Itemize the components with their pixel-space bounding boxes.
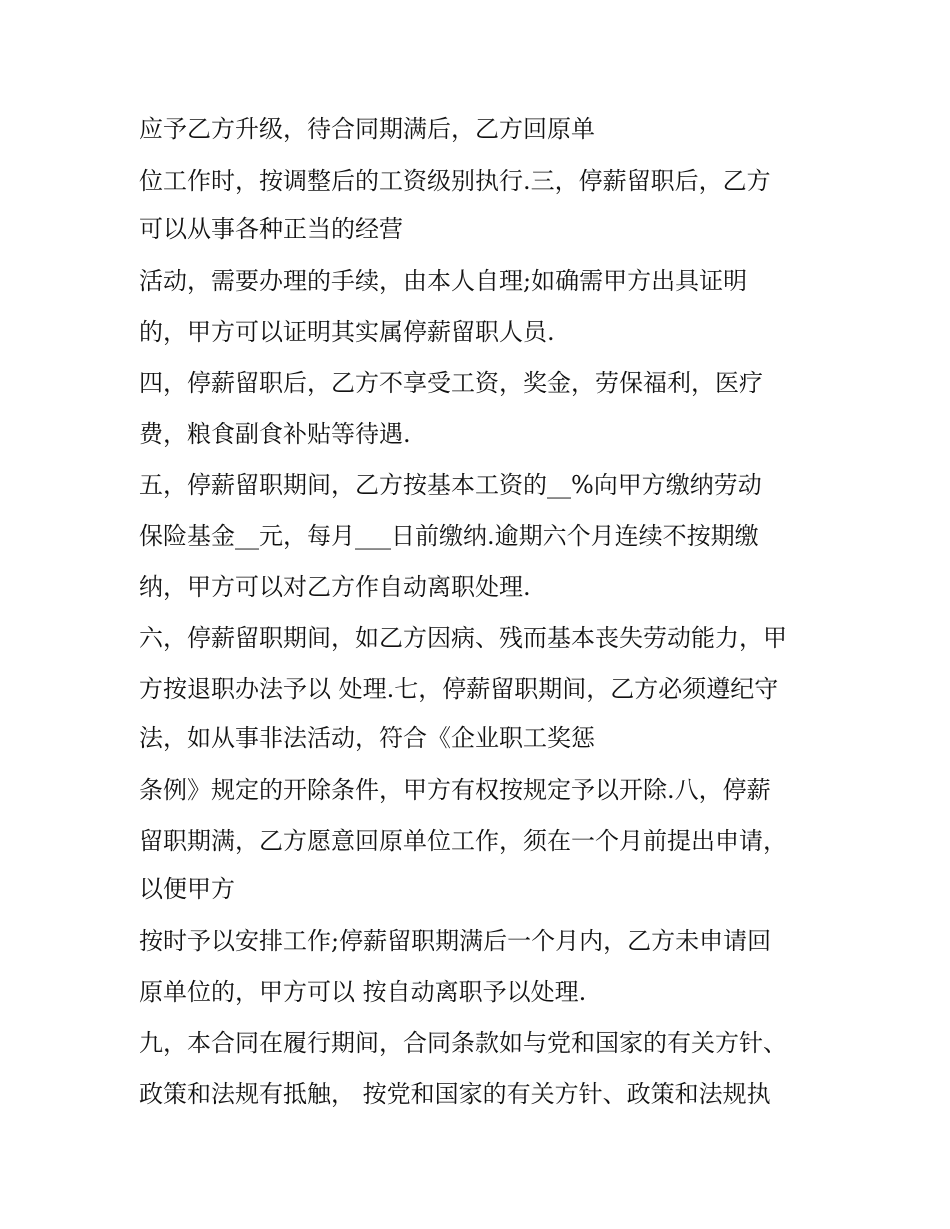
document-line: 原单位的，甲方可以 按自动离职予以处理. <box>139 978 587 1006</box>
document-line: 活动，需要办理的手续，由本人自理;如确需甲方出具证明 <box>139 267 748 295</box>
document-line: 可以从事各种正当的经营 <box>139 215 403 243</box>
document-line: 保险基金__元，每月___日前缴纳.逾期六个月连续不按期缴 <box>139 522 759 550</box>
document-line: 法，如从事非法活动，符合《企业职工奖惩 <box>139 724 595 752</box>
document-line: 五，停薪留职期间，乙方按基本工资的__%向甲方缴纳劳动 <box>139 471 762 499</box>
document-line: 费，粮食副食补贴等待遇. <box>139 420 411 448</box>
document-line: 九，本合同在履行期间，合同条款如与党和国家的有关方针、 <box>139 1029 787 1057</box>
document-line: 应予乙方升级，待合同期满后，乙方回原单 <box>139 115 595 143</box>
document-line: 六，停薪留职期间，如乙方因病、残而基本丧失劳动能力，甲 <box>139 624 787 652</box>
document-line: 按时予以安排工作;停薪留职期满后一个月内，乙方未申请回 <box>139 927 772 955</box>
document-line: 四，停薪留职后，乙方不享受工资，奖金，劳保福利，医疗 <box>139 369 763 397</box>
document-line: 条例》规定的开除条件，甲方有权按规定予以开除.八，停薪 <box>139 776 771 804</box>
document-line: 政策和法规有抵触， 按党和国家的有关方针、政策和法规执 <box>139 1080 771 1108</box>
document-line: 的，甲方可以证明其实属停薪留职人员. <box>139 318 555 346</box>
document-line: 方按退职办法予以 处理.七，停薪留职期间，乙方必须遵纪守 <box>139 675 779 703</box>
document-line: 纳，甲方可以对乙方作自动离职处理. <box>139 573 531 601</box>
document-line: 以便甲方 <box>139 875 235 903</box>
document-line: 位工作时，按调整后的工资级别执行.三，停薪留职后，乙方 <box>139 167 771 195</box>
document-line: 留职期满，乙方愿意回原单位工作，须在一个月前提出申请， <box>139 827 787 855</box>
